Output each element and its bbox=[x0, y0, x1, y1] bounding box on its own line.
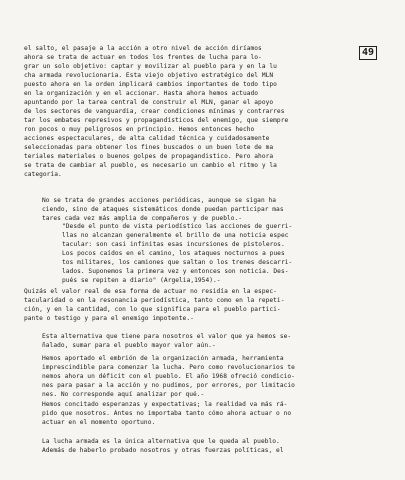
text-line: ñalado, sumar para el pueblo mayor valor aún.- bbox=[42, 342, 216, 349]
page-number: 49 bbox=[359, 46, 377, 60]
text-line: No se trata de grandes acciones periódicas, aunque se sigan ha bbox=[42, 197, 277, 204]
text-line: en la organización y en el accionar. Hasta ahora hemos actuado bbox=[24, 90, 259, 97]
text-line: tos militares, los camiones que saltan o los trenes descarri- bbox=[62, 259, 293, 266]
text-line: actuar en el momento oportuno. bbox=[42, 419, 156, 426]
text-line: tacularidad o en la resonancia periodística, tanto como en la repeti- bbox=[24, 297, 285, 304]
text-line: nes para pasar a la acción y no pudimos, por errores, por limitacio bbox=[42, 382, 295, 389]
text-line: pido que nosotros. Antes no importaba tanto cómo ahora actuar o no bbox=[42, 410, 292, 417]
text-line: el salto, el pasaje a la acción a otro nivel de acción diríamos bbox=[24, 45, 262, 52]
text-line: ahora se trata de actuar en todos los frentes de lucha para lo- bbox=[24, 54, 262, 61]
text-line: ciendo, sino de ataques sistemáticos donde puedan participar mas bbox=[42, 206, 284, 213]
text-line: tacular: son casi infinitas esas incursiones de pistoleros. bbox=[62, 241, 285, 248]
text-line: Los pocos caídos en el camino, los ataques nocturnos a pues bbox=[62, 250, 285, 257]
text-line: Quizás el valor real de esa forma de actuar no residía en la espec- bbox=[24, 288, 277, 295]
text-line: La lucha armada es la única alternativa que le queda al pueblo. bbox=[42, 438, 280, 445]
text-line: nemos ahora un déficit con el pueblo. El año 1968 ofreció condicio- bbox=[42, 373, 295, 380]
text-line: "Desde el punto de vista periodístico las acciones de guerri- bbox=[62, 223, 293, 230]
text-line: tar los embates represivos y propagandísticos del enemigo, que siempre bbox=[24, 117, 289, 124]
text-line: categoría. bbox=[24, 171, 62, 178]
text-line: de los sectores de vanguardia, crear condiciones mínimas y contrarres bbox=[24, 108, 285, 115]
text-line: grar un solo objetivo: captar y movilizar al pueblo para y en la lu bbox=[24, 63, 277, 70]
text-line: imprescindible para comenzar la lucha. Pero como revolucionarios te bbox=[42, 364, 295, 371]
text-line: pante o testigo y para el enemigo impotente.- bbox=[24, 315, 194, 322]
text-line: pués se repiten a diario" (Argelia,1954).- bbox=[62, 277, 221, 284]
text-line: tares cada vez más amplia de compañeros y de pueblo.- bbox=[42, 215, 243, 222]
text-line: ción, y en la cantidad, con lo que significa para el pueblo partici- bbox=[24, 306, 281, 313]
text-line: Además de haberlo probado nosotros y otras fuerzas políticas, el bbox=[42, 447, 284, 454]
text-line: Esta alternativa que tiene para nosotros el valor que ya hemos se- bbox=[42, 333, 292, 340]
text-line: ron pocos o muy peligrosos en principio. Hemos entonces hecho bbox=[24, 126, 255, 133]
text-line: se trata de cambiar al pueblo, es necesario un cambio el ritmo y la bbox=[24, 162, 277, 169]
text-line: lados. Suponemos la primera vez y entonces son noticia. Des- bbox=[62, 268, 289, 275]
text-line: puesto ahora en la orden implicará cambios importantes de todo tipo bbox=[24, 81, 277, 88]
text-line: cha armada revolucionaria. Esta viejo objetivo estratégico del MLN bbox=[24, 72, 274, 79]
text-line: acciones espectaculares, de alta calidad técnica y cuidadosamente bbox=[24, 135, 270, 142]
text-line: nes. No corresponde aquí analizar por qué.- bbox=[42, 391, 205, 398]
text-line: seleccionadas para obtener los fines buscados o un buen lote de ma bbox=[24, 144, 274, 151]
text-line: apuntando por la tarea central de construir el MLN, ganar el apoyo bbox=[24, 99, 274, 106]
text-line: Hemos aportado el embrión de la organización armada, herramienta bbox=[42, 355, 284, 362]
text-line: Hemos concitado esperanzas y expectativas; la realidad va más rá- bbox=[42, 401, 288, 408]
text-line: llas no alcanzan generalmente el brillo de una noticia espec bbox=[62, 232, 289, 239]
text-line: teriales materiales o buenos golpes de propagandistico. Pero ahora bbox=[24, 153, 274, 160]
